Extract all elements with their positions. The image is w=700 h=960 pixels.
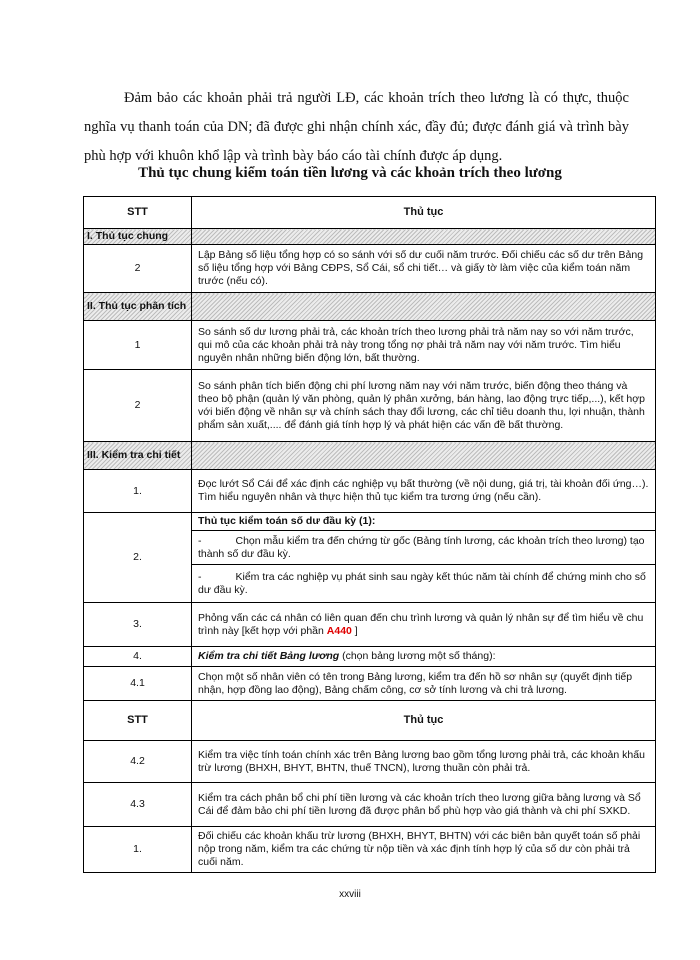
col-procedure-header: Thủ tục [192, 701, 656, 741]
row-stt: 1. [84, 470, 192, 513]
page-number: xxviii [339, 889, 361, 900]
row-stt: 4.3 [84, 783, 192, 827]
col-procedure-header: Thủ tục [192, 197, 656, 229]
item-text: (chọn bảng lương một số tháng): [339, 650, 496, 662]
section-row [84, 442, 656, 470]
table-row [84, 321, 656, 370]
row-procedure: Lập Bảng số liệu tổng hợp có so sánh với số dư cuối năm trước. Đối chiếu các số dư trên Bảng số liệu tổng hợp với Bảng CĐPS, Sổ Cái, sổ chi tiết… và giấy tờ làm việc của kiểm toán năm trước (nếu có). [192, 245, 656, 293]
row-procedure: Đọc lướt Sổ Cái để xác định các nghiệp vụ bất thường (về nội dung, giá trị, tài khoản đối ứng…). Tìm hiểu nguyên nhân và thực hiện thủ tục kiểm tra tương ứng (nếu cần). [192, 470, 656, 513]
section-label: I. Thủ tục chung [84, 229, 192, 245]
row-stt: 1 [84, 321, 192, 370]
row-procedure-item [192, 531, 656, 565]
row-procedure: Kiểm tra cách phân bổ chi phí tiền lương và các khoản trích theo lương giữa bảng lương và Sổ Cái để đảm bảo chi phí tiền lương đã được phân bổ phù hợp vào giá thành và chi phí SXKD. [192, 783, 656, 827]
row-procedure: Kiểm tra việc tính toán chính xác trên Bảng lương bao gồm tổng lương phải trả, các khoản khấu trừ lương (BHXH, BHYT, BHTN, thuế TNCN), lương thuần còn phải trả. [192, 741, 656, 783]
col-stt-header: STT [84, 701, 192, 741]
table-header-row [84, 701, 656, 741]
row-procedure: So sánh số dư lương phải trả, các khoản trích theo lương phải trả năm nay so với năm trước, qui mô của các khoản phải trả này trong tổng nợ phải trả năm nay với năm trước. Tìm hiểu nguyên nhân những biến động lớn, bất thường. [192, 321, 656, 370]
table-header-row [84, 197, 656, 229]
procedures-table-2 [83, 700, 656, 873]
row-stt: 4.2 [84, 741, 192, 783]
section-row [84, 229, 656, 245]
table-row [84, 827, 656, 873]
bracket-close: ] [354, 624, 358, 637]
item-title: Kiểm tra chi tiết Bảng lương [198, 650, 340, 662]
table-row [84, 603, 656, 647]
section-heading: Thủ tục chung kiểm toán tiền lương và các khoản trích theo lương [138, 165, 562, 181]
row-procedure-title: Thủ tục kiểm toán số dư đầu kỳ (1): [192, 513, 656, 531]
section-label: III. Kiểm tra chi tiết [84, 442, 192, 470]
row-stt: 2 [84, 245, 192, 293]
row-stt: 3. [84, 603, 192, 647]
row-stt: 4.1 [84, 667, 192, 701]
row-stt: 1. [84, 827, 192, 873]
table-row [84, 647, 656, 667]
row-procedure: So sánh phân tích biến động chi phí lương năm nay với năm trước, biến động theo tháng và theo bộ phận (quản lý văn phòng, quản lý phân xưởng, bán hàng, lao động trực tiếp,...), kết hợp với biến động về nhân sự và chính sách thay đổi lương, các chỉ tiêu doanh thu, lợi nhuận, thành phẩm sản xuất,.... để đánh giá tính hợp lý và phát hiện các vấn đề bất thường. [192, 370, 656, 442]
row-procedure [192, 603, 656, 647]
item-text: Phỏng vấn các cá nhân có liên quan đến chu trình lương và quản lý nhân sự để tìm hiểu về chu trình này [kết hợp với phần [198, 611, 644, 637]
row-procedure-item [192, 565, 656, 603]
row-procedure: Chọn một số nhân viên có tên trong Bảng lương, kiểm tra đến hồ sơ nhân sự (quyết định tiếp nhận, hợp đồng lao động), Bảng chấm công, cơ sở tính lương và chi trả lương. [192, 667, 656, 701]
table-row [84, 783, 656, 827]
bullet-dash: - [198, 570, 202, 583]
table-row [84, 667, 656, 701]
table-row [84, 370, 656, 442]
section-row [84, 293, 656, 321]
col-stt-header: STT [84, 197, 192, 229]
row-procedure: Đối chiếu các khoản khấu trừ lương (BHXH, BHYT, BHTN) với các biên bản quyết toán số phải nộp trong năm, kiểm tra các chứng từ nộp tiền và xác định tính hợp lý của số dư còn phải trả cuối năm. [192, 827, 656, 873]
item-text: Kiểm tra các nghiệp vụ phát sinh sau ngày kết thúc năm tài chính để chứng minh cho số dư đầu kỳ. [198, 570, 646, 596]
row-stt: 2 [84, 370, 192, 442]
intro-paragraph: Đảm bảo các khoản phải trả người LĐ, các khoản trích theo lương là có thực, thuộc nghĩa vụ thanh toán của DN; đã được ghi nhận chính xác, đầy đủ; được đánh giá và trình bày phù hợp với khuôn khổ lập và trình bày báo cáo tài chính được áp dụng. [84, 90, 629, 164]
row-stt: 2. [84, 513, 192, 603]
item-text: Chọn mẫu kiểm tra đến chứng từ gốc (Bảng tính lương, các khoản trích theo lương) tạo thành số dư đầu kỳ. [198, 534, 645, 560]
row-procedure [192, 647, 656, 667]
table-row [84, 470, 656, 513]
reference-link[interactable]: A440 [326, 624, 352, 637]
procedures-table-1 [83, 196, 656, 701]
table-row [84, 741, 656, 783]
section-label: II. Thủ tục phân tích [84, 293, 192, 321]
table-row [84, 245, 656, 293]
bullet-dash: - [198, 534, 202, 547]
row-stt: 4. [84, 647, 192, 667]
table-row [84, 513, 656, 531]
